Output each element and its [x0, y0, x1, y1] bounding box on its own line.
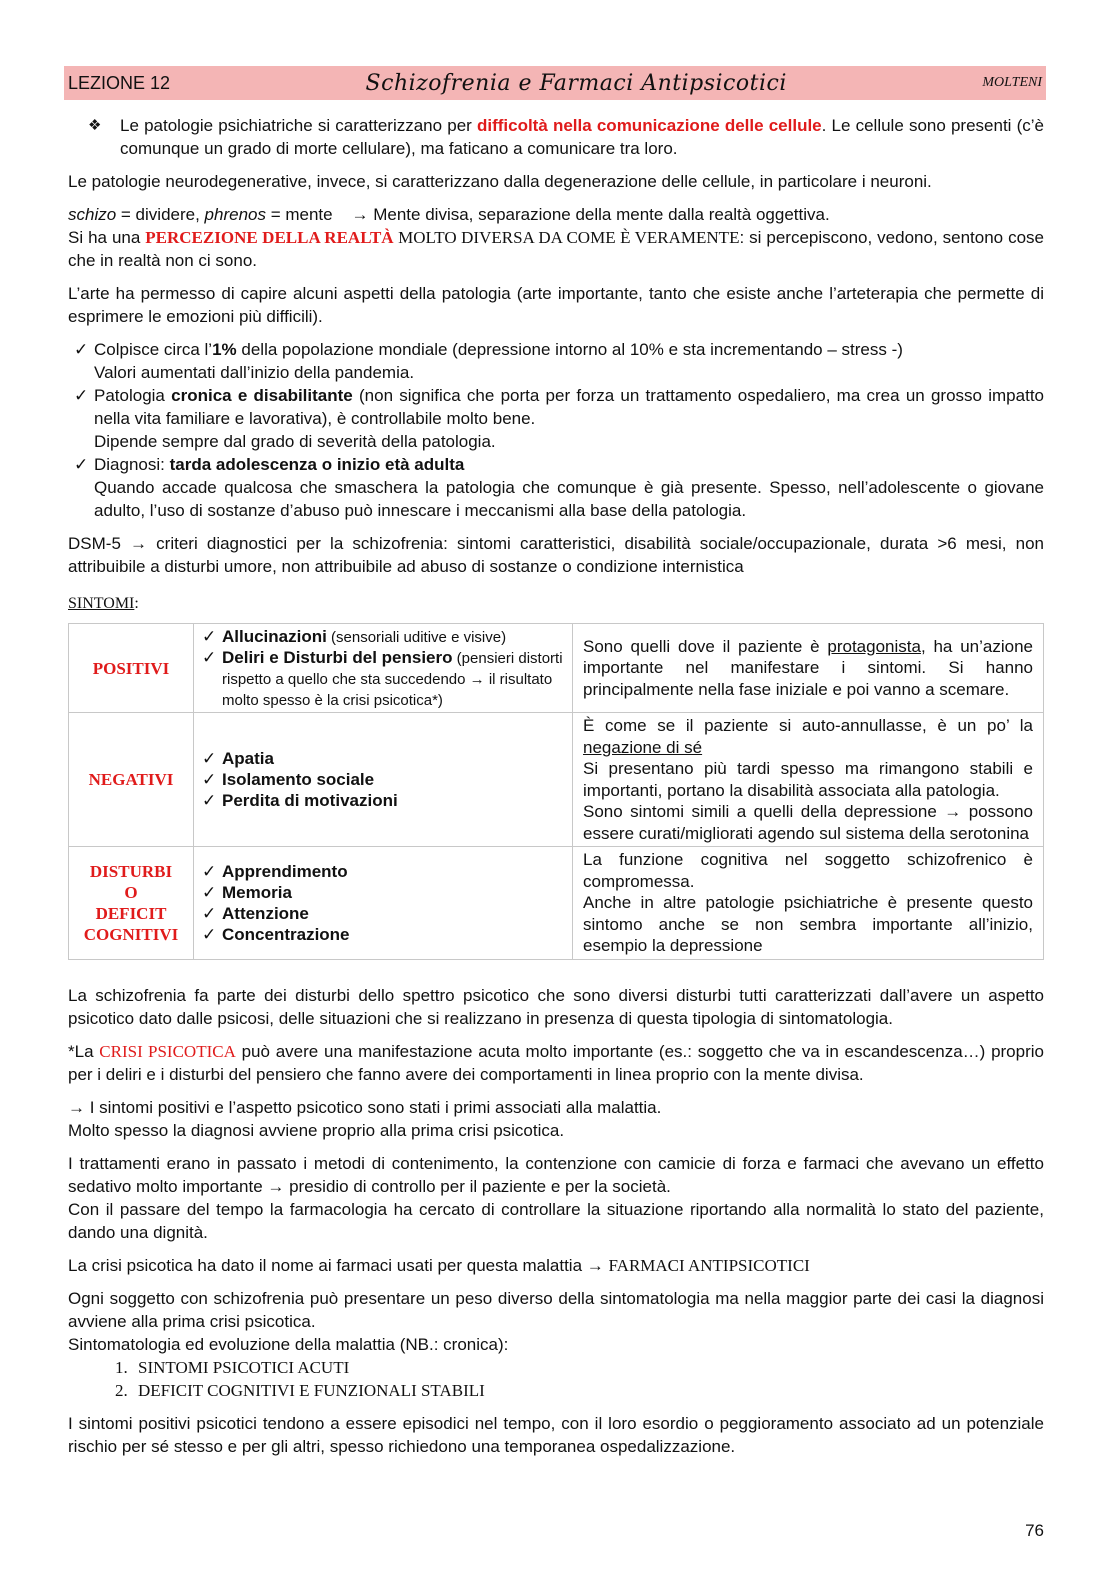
symptom-description: Sono quelli dove il paziente è protagonista, ha un’azione importante nel manifestare i sintomi. Si hanno principalmente nella fase iniziale e poi vanno a scemare. — [573, 624, 1044, 713]
check-icon: ✓ — [202, 791, 217, 810]
checklist — [68, 338, 1044, 522]
paragraph-perception: Si ha una PERCEZIONE DELLA REALTÀ MOLTO DIVERSA DA COME È VERAMENTE: si percepiscono, vedono, sentono cose che in realtà non ci sono. — [68, 228, 1044, 270]
check-icon: ✓ — [202, 903, 217, 923]
symptoms-table — [68, 623, 1044, 960]
section-label: SINTOMI: — [68, 595, 139, 612]
check-icon: ✓ — [74, 455, 89, 474]
list-item: 2. DEFICIT COGNITIVI E FUNZIONALI STABILI — [132, 1379, 1044, 1402]
paragraph-art: L’arte ha permesso di capire alcuni aspetti della patologia (arte importante, tanto che esiste anche l’arteterapia che permette di esprimere le emozioni più difficili). — [68, 284, 1044, 326]
paragraph-treatments: I trattamenti erano in passato i metodi di contenimento, la contenzione con camicie di forza e farmaci che avevano un effetto sedativo molto importante → presidio di controllo per il paziente e per la società. Con il passare del tempo la farmacologia ha cercato di controllare la situazione riportando alla normalità lo stato del paziente, dando una dignità. — [68, 1153, 1044, 1242]
paragraph-crisis: *La CRISI PSICOTICA può avere una manifestazione acuta molto importante (es.: soggetto che va in escandescenza…) proprio per i deliri e i disturbi del pensiero che fanno avere dei comportamenti in linea proprio con la mente divisa. — [68, 1041, 1044, 1084]
check-icon: ✓ — [202, 924, 217, 944]
list-item-note: Quando accade qualcosa che smaschera la patologia che comunque è già presente. Spesso, nell’adolescente o giovane adulto, l’uso di sostanze d’abuso può innescare i meccanismi alla base della patologia. — [94, 478, 1044, 520]
symptom-description: La funzione cognitiva nel soggetto schizofrenico è compromessa. Anche in altre patologie psichiatriche è presente questo sintomo anche se non sembra importante all’inizio, esempio la depressione — [573, 847, 1044, 960]
check-icon: ✓ — [202, 861, 217, 881]
paragraph-spectrum: La schizofrenia fa parte dei disturbi dello spettro psicotico che sono diversi disturbi tutti caratterizzati dall’avere un aspetto psicotico dato dalle psicosi, delle situazioni che si realizzano in presenza di questa tipologia di sintomatologia. — [68, 985, 1044, 1028]
diamond-bullet-icon: ❖ — [88, 117, 102, 134]
main-content — [68, 114, 1044, 1468]
list-item: ✓ Diagnosi: tarda adolescenza o inizio età adulta — [68, 453, 1044, 476]
check-icon: ✓ — [74, 340, 89, 359]
evolution-list — [68, 1356, 1044, 1402]
check-icon: ✓ — [202, 749, 217, 768]
intro-bullet — [68, 114, 1044, 160]
symptom-list: ✓ Allucinazioni (sensoriali uditive e visive) ✓ Deliri e Disturbi del pensiero (pensieri distorti rispetto a quello che sta succedendo → il risultato molto spesso è la crisi psicotica*) — [194, 624, 573, 713]
table-row — [69, 847, 1044, 960]
table-row — [69, 713, 1044, 847]
check-icon: ✓ — [202, 648, 217, 667]
check-icon: ✓ — [202, 770, 217, 789]
page-title: Schizofrenia e Farmaci Antipsicotici — [365, 70, 787, 96]
arrow-icon: → — [351, 205, 369, 224]
paragraph-antipsychotics: La crisi psicotica ha dato il nome ai farmaci usati per questa malattia → FARMACI ANTIPSICOTICI — [68, 1255, 810, 1275]
author-label: MOLTENI — [982, 75, 1042, 90]
lesson-label: LEZIONE 12 — [68, 72, 171, 93]
list-item-note: Dipende sempre dal grado di severità della patologia. — [94, 432, 496, 451]
page-number: 76 — [1025, 1521, 1044, 1540]
check-icon: ✓ — [202, 627, 217, 646]
category-negative: NEGATIVI — [69, 713, 194, 847]
category-positive: POSITIVI — [69, 624, 194, 713]
list-item: ✓ Patologia cronica e disabilitante (non significa che porta per forza un trattamento ospedaliero, ma crea un grosso impatto nella vita familiare e lavorativa), è controllabile molto bene. — [68, 384, 1044, 430]
paragraph-evolution: Ogni soggetto con schizofrenia può presentare un peso diverso della sintomatologia ma nella maggior parte dei casi la diagnosi avviene alla prima crisi psicotica. Sintomatologia ed evoluzione della malattia (NB.: cronica): — [68, 1288, 1044, 1354]
paragraph-neurodegenerative: Le patologie neurodegenerative, invece, si caratterizzano dalla degenerazione delle cellule, in particolare i neuroni. — [68, 172, 932, 191]
symptom-list: ✓ Apatia ✓ Isolamento sociale ✓ Perdita di motivazioni — [194, 713, 573, 847]
check-icon: ✓ — [74, 386, 89, 405]
paragraph-positive-symptoms: → I sintomi positivi e l’aspetto psicotico sono stati i primi associati alla malattia. Molto spesso la diagnosi avviene proprio alla prima crisi psicotica. — [68, 1097, 662, 1140]
list-item: 1. SINTOMI PSICOTICI ACUTI — [132, 1356, 1044, 1379]
list-item: ✓ Colpisce circa l’1% della popolazione mondiale (depressione intorno al 10% e sta incrementando – stress -) — [68, 338, 1044, 361]
paragraph-episodic: I sintomi positivi psicotici tendono a essere episodici nel tempo, con il loro esordio o peggioramento associato ad un potenziale rischio per sé stesso e per gli altri, spesso richiedono una temporanea ospedalizzazione. — [68, 1413, 1044, 1456]
paragraph-etymology: schizo = dividere, phrenos = mente → Mente divisa, separazione della mente dalla realtà oggettiva. — [68, 205, 830, 224]
intro-text: Le patologie psichiatriche si caratterizzano per difficoltà nella comunicazione delle cellule. Le cellule sono presenti (c’è comunque un grado di morte cellulare), ma faticano a comunicare tra loro. — [120, 116, 1044, 158]
category-cognitive: DISTURBI O DEFICIT COGNITIVI — [69, 847, 194, 960]
check-icon: ✓ — [202, 882, 217, 902]
paragraph-dsm5: DSM-5 → criteri diagnostici per la schizofrenia: sintomi caratteristici, disabilità sociale/occupazionale, durata >6 mesi, non attribuibile a disturbi umore, non attribuibile ad abuso di sostanze o condizione internistica — [68, 534, 1044, 576]
list-item-note: Valori aumentati dall’inizio della pandemia. — [94, 363, 415, 382]
table-row — [69, 624, 1044, 713]
symptom-description: È come se il paziente si auto-annullasse, è un po’ la negazione di sé Si presentano più tardi spesso ma rimangono stabili e importanti, portano la disabilità associata alla patologia. Sono sintomi simili a quelli della depressione → possono essere curati/migliorati agendo sul sistema della serotonina — [573, 713, 1044, 847]
page-header — [64, 66, 1046, 100]
symptom-list: ✓ Apprendimento ✓ Memoria ✓ Attenzione ✓ Concentrazione — [194, 847, 573, 960]
